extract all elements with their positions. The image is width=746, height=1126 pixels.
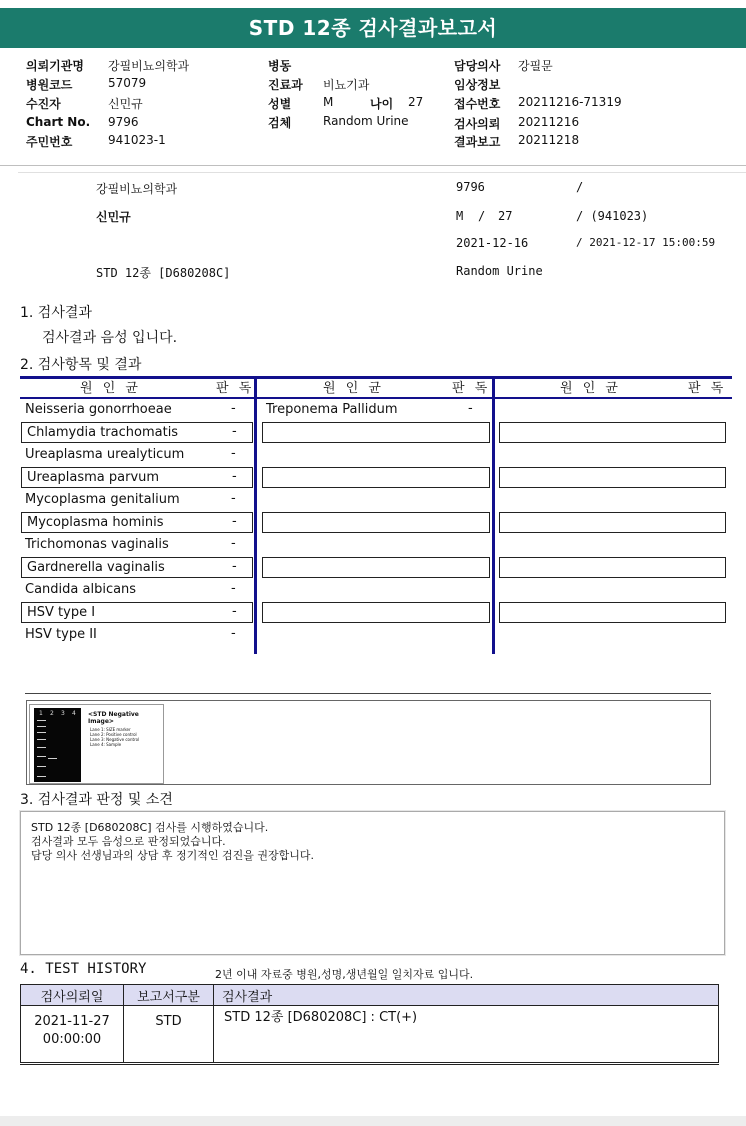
section2-title: 2. 검사항목 및 결과	[20, 357, 142, 373]
label-resident-no: 주민번호	[26, 135, 73, 149]
organism-name: Ureaplasma urealyticum	[25, 447, 185, 462]
organism-name: Ureaplasma parvum	[27, 470, 160, 485]
info-divider	[0, 165, 746, 166]
empty-result-cell	[499, 467, 726, 488]
summary-clinic: 강필비뇨의학과	[96, 182, 178, 196]
value-patient: 신민규	[108, 97, 143, 111]
value-doctor: 강필문	[518, 59, 553, 73]
label-age: 나이	[370, 97, 394, 111]
col2-judgment-header: 판 독	[452, 381, 491, 396]
summary-report-datetime: / 2021-12-17 15:00:59	[576, 236, 716, 249]
summary-sex: M	[456, 209, 464, 223]
gel-legend-line: Lane 3: Negative control	[90, 737, 140, 742]
gel-legend-line: Lane 2: Positive control	[90, 732, 137, 737]
value-requesting-institution: 강필비뇨의학과	[108, 59, 190, 73]
organism-result: -	[231, 581, 236, 596]
section3-title: 3. 검사결과 판정 및 소견	[20, 792, 173, 808]
label-requesting-institution: 의뢰기관명	[26, 59, 84, 73]
label-ward: 병동	[268, 59, 292, 73]
organism-result: -	[232, 559, 237, 574]
organism-name: Gardnerella vaginalis	[27, 560, 165, 575]
organism-result: -	[231, 536, 236, 551]
value-resident-no: 941023-1	[108, 133, 166, 147]
history-row	[21, 1006, 719, 1064]
marker-band	[37, 720, 46, 721]
gel-electrophoresis-image	[34, 708, 81, 782]
opinion-line: STD 12종 [D680208C] 검사를 시행하였습니다.	[31, 821, 269, 834]
result-row	[21, 602, 253, 623]
opinion-box	[20, 811, 725, 955]
empty-result-cell	[262, 422, 490, 443]
organism-name: HSV type I	[27, 605, 96, 620]
marker-band	[37, 739, 46, 740]
organism-result: -	[232, 604, 237, 619]
label-department: 진료과	[268, 78, 303, 92]
history-col-type: 보고서구분	[124, 985, 214, 1006]
summary-age: 27	[498, 209, 513, 223]
result-row	[21, 422, 253, 443]
value-chart-no: 9796	[108, 115, 139, 129]
col1-judgment-header: 판 독	[216, 381, 255, 396]
result-row	[21, 467, 253, 488]
label-report-date: 결과보고	[454, 135, 501, 149]
page-bottom-strip	[0, 1116, 746, 1126]
organism-name: HSV type II	[25, 627, 97, 642]
result-row	[21, 512, 253, 533]
label-chart-no: Chart No.	[26, 115, 91, 129]
lane-number: 1	[39, 710, 43, 717]
history-result: STD 12종 [D680208C] : CT(+)	[214, 1006, 719, 1064]
organism-name: Neisseria gonorrhoeae	[25, 402, 172, 417]
opinion-line: 담당 의사 선생님과의 상담 후 정기적인 검진을 권장합니다.	[31, 849, 314, 862]
value-sex: M	[323, 95, 334, 109]
empty-result-cell	[262, 557, 490, 578]
section1-title: 1. 검사결과	[20, 305, 92, 321]
empty-result-cell	[499, 602, 726, 623]
label-receipt-no: 접수번호	[454, 97, 501, 111]
lane-number: 3	[61, 710, 65, 717]
empty-result-cell	[499, 557, 726, 578]
label-specimen: 검체	[268, 116, 292, 130]
value-age: 27	[408, 95, 424, 109]
opinion-line: 검사결과 모두 음성으로 판정되었습니다.	[31, 835, 226, 848]
column-divider	[254, 376, 257, 654]
marker-band	[37, 756, 46, 757]
result-row	[20, 580, 253, 601]
column-divider	[492, 376, 495, 654]
value-receipt-no: 20211216-71319	[518, 95, 622, 109]
divider-line	[25, 693, 711, 694]
summary-specimen: Random Urine	[456, 264, 543, 278]
marker-band	[37, 726, 46, 727]
section1-text: 검사결과 음성 입니다.	[42, 330, 178, 346]
section4-title: 4. TEST HISTORY	[20, 961, 147, 977]
marker-band	[37, 776, 46, 777]
organism-result: -	[231, 446, 236, 461]
marker-band	[37, 732, 46, 733]
result-row	[20, 445, 253, 466]
col1-organism-header: 원 인 균	[80, 381, 141, 396]
col3-organism-header: 원 인 균	[560, 381, 621, 396]
summary-chart-no: 9796	[456, 180, 485, 194]
history-table	[20, 984, 719, 1065]
label-patient: 수진자	[26, 97, 61, 111]
label-doctor: 담당의사	[454, 59, 501, 73]
empty-result-cell	[262, 602, 490, 623]
label-clinical-info: 임상정보	[454, 78, 501, 92]
organism-result: -	[231, 401, 236, 416]
col3-judgment-header: 판 독	[688, 381, 727, 396]
history-header-row	[21, 985, 719, 1006]
organism-name: Candida albicans	[25, 582, 137, 597]
summary-test-code: STD 12종 [D680208C]	[96, 266, 231, 280]
summary-sex-age-slash: /	[478, 209, 486, 223]
gel-legend-line: Lane 4: Sample	[90, 742, 122, 747]
history-date: 2021-11-27	[34, 1014, 110, 1029]
summary-slash: /	[576, 180, 584, 194]
organism-name: Chlamydia trachomatis	[27, 425, 179, 440]
organism-result: -	[232, 424, 237, 439]
value-specimen: Random Urine	[323, 114, 409, 128]
value-request-date: 20211216	[518, 115, 580, 129]
result-row	[21, 557, 253, 578]
result-row	[20, 535, 253, 556]
col2-organism-header: 원 인 균	[323, 381, 384, 396]
organism-result: -	[232, 514, 237, 529]
history-col-result: 검사결과	[214, 985, 719, 1006]
history-date-cell	[21, 1006, 124, 1064]
summary-patient: 신민규	[96, 210, 131, 224]
result-row	[20, 400, 253, 421]
label-hospital-code: 병원코드	[26, 78, 73, 92]
organism-result: -	[231, 626, 236, 641]
report-title: STD 12종 검사결과보고서	[0, 8, 746, 48]
summary-birth: / (941023)	[576, 209, 649, 223]
gel-caption: <STD Negative Image>	[88, 711, 139, 725]
organism-result: -	[468, 401, 473, 416]
empty-result-cell	[262, 512, 490, 533]
organism-result: -	[231, 491, 236, 506]
organism-result: -	[232, 469, 237, 484]
label-request-date: 검사의뢰	[454, 117, 501, 131]
empty-result-cell	[262, 467, 490, 488]
result-row	[258, 400, 490, 421]
result-row	[20, 625, 253, 646]
summary-request-date: 2021-12-16	[456, 236, 529, 250]
result-row	[20, 490, 253, 511]
empty-result-cell	[499, 422, 726, 443]
lane-number: 4	[72, 710, 76, 717]
marker-band	[37, 766, 46, 767]
positive-control-band	[48, 758, 57, 759]
value-department: 비뇨기과	[323, 78, 370, 92]
history-col-date: 검사의뢰일	[21, 985, 124, 1006]
history-type: STD	[124, 1006, 214, 1064]
organism-name: Mycoplasma genitalium	[25, 492, 180, 507]
organism-name: Treponema Pallidum	[266, 402, 398, 417]
value-report-date: 20211218	[518, 133, 580, 147]
empty-result-cell	[499, 512, 726, 533]
lane-number: 2	[50, 710, 54, 717]
summary-divider	[18, 172, 746, 173]
organism-name: Mycoplasma hominis	[27, 515, 164, 530]
history-note: 2년 이내 자료중 병원,성명,생년월일 일치자료 입니다.	[215, 968, 474, 981]
organism-name: Trichomonas vaginalis	[25, 537, 169, 552]
gel-legend-line: Lane 1: SIZE marker	[90, 727, 131, 732]
gel-image-card	[29, 704, 164, 784]
organism-results-grid	[20, 376, 732, 654]
label-sex: 성별	[268, 97, 292, 111]
marker-band	[37, 747, 46, 748]
history-time: 00:00:00	[42, 1032, 102, 1047]
value-hospital-code: 57079	[108, 76, 147, 90]
